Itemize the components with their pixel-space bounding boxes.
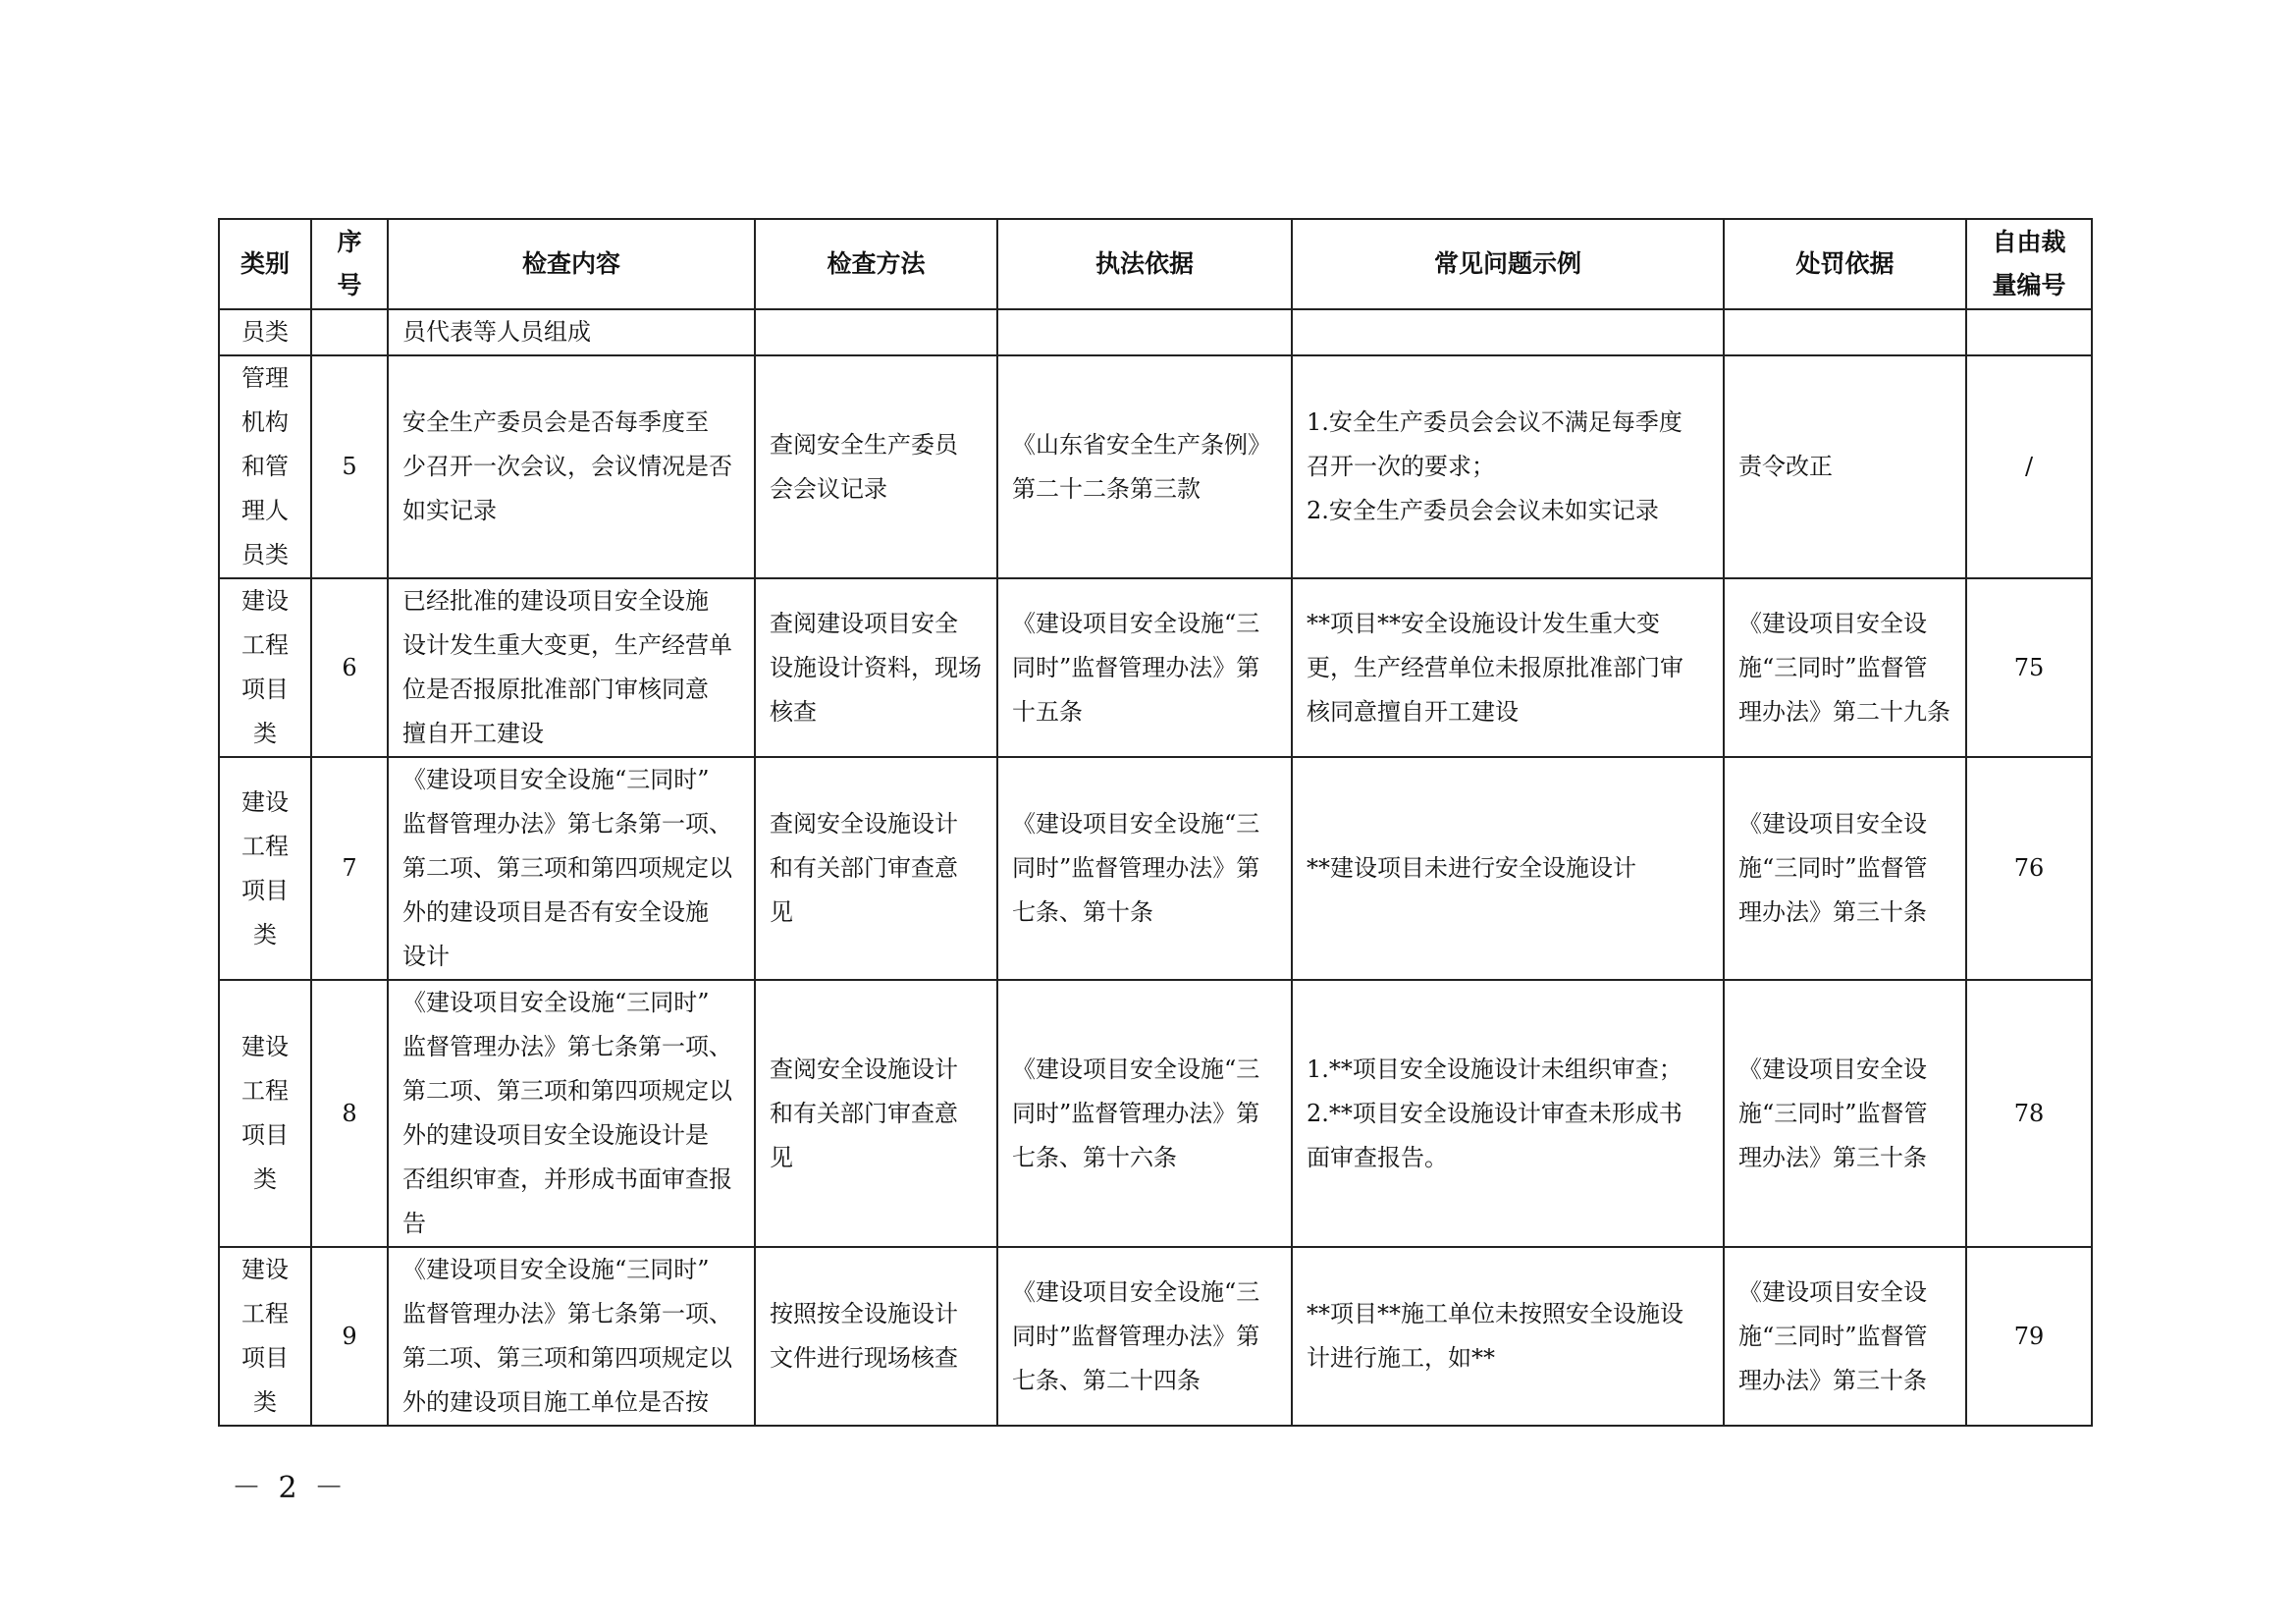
cell-code xyxy=(1966,309,2092,355)
cell-penalty: 责令改正 xyxy=(1724,355,1966,578)
cell-basis: 《建设项目安全设施“三 同时”监督管理办法》第 七条、第二十四条 xyxy=(997,1247,1292,1426)
cell-method: 查阅安全设施设计 和有关部门审查意 见 xyxy=(755,757,997,980)
cell-basis: 《建设项目安全设施“三 同时”监督管理办法》第 十五条 xyxy=(997,578,1292,757)
cell-method: 查阅安全设施设计 和有关部门审查意 见 xyxy=(755,980,997,1247)
cell-number: 7 xyxy=(311,757,388,980)
header-basis: 执法依据 xyxy=(997,219,1292,309)
cell-content: 员代表等人员组成 xyxy=(388,309,755,355)
header-penalty: 处罚依据 xyxy=(1724,219,1966,309)
header-number: 序 号 xyxy=(311,219,388,309)
cell-issues: 1.安全生产委员会会议不满足每季度 召开一次的要求； 2.安全生产委员会会议未如实记录 xyxy=(1292,355,1724,578)
cell-category: 建设 工程 项目 类 xyxy=(219,980,311,1247)
cell-category: 建设 工程 项目 类 xyxy=(219,578,311,757)
cell-basis: 《建设项目安全设施“三 同时”监督管理办法》第 七条、第十条 xyxy=(997,757,1292,980)
cell-number: 6 xyxy=(311,578,388,757)
cell-number xyxy=(311,309,388,355)
page-number: － 2 － xyxy=(232,1471,348,1505)
header-code: 自由裁 量编号 xyxy=(1966,219,2092,309)
cell-number: 5 xyxy=(311,355,388,578)
cell-category: 建设 工程 项目 类 xyxy=(219,1247,311,1426)
cell-code: 76 xyxy=(1966,757,2092,980)
cell-basis xyxy=(997,309,1292,355)
table-row xyxy=(219,980,2092,1247)
table-row xyxy=(219,355,2092,578)
cell-code: / xyxy=(1966,355,2092,578)
cell-issues: 1.**项目安全设施设计未组织审查； 2.**项目安全设施设计审查未形成书 面审查报告。 xyxy=(1292,980,1724,1247)
cell-code: 75 xyxy=(1966,578,2092,757)
cell-issues: **项目**施工单位未按照安全设施设 计进行施工，如** xyxy=(1292,1247,1724,1426)
header-category: 类别 xyxy=(219,219,311,309)
cell-issues xyxy=(1292,309,1724,355)
cell-code: 78 xyxy=(1966,980,2092,1247)
cell-content: 《建设项目安全设施“三同时” 监督管理办法》第七条第一项、 第二项、第三项和第四项规定以 外的建设项目施工单位是否按 xyxy=(388,1247,755,1426)
cell-issues: **建设项目未进行安全设施设计 xyxy=(1292,757,1724,980)
cell-category: 管理 机构 和管 理人 员类 xyxy=(219,355,311,578)
cell-penalty xyxy=(1724,309,1966,355)
table-row xyxy=(219,757,2092,980)
cell-issues: **项目**安全设施设计发生重大变 更，生产经营单位未报原批准部门审 核同意擅自开工建设 xyxy=(1292,578,1724,757)
cell-code: 79 xyxy=(1966,1247,2092,1426)
cell-penalty: 《建设项目安全设 施“三同时”监督管 理办法》第三十条 xyxy=(1724,757,1966,980)
cell-penalty: 《建设项目安全设 施“三同时”监督管 理办法》第三十条 xyxy=(1724,980,1966,1247)
cell-content: 《建设项目安全设施“三同时” 监督管理办法》第七条第一项、 第二项、第三项和第四项规定以 外的建设项目安全设施设计是 否组织审查，并形成书面审查报 告 xyxy=(388,980,755,1247)
cell-number: 8 xyxy=(311,980,388,1247)
cell-content: 《建设项目安全设施“三同时” 监督管理办法》第七条第一项、 第二项、第三项和第四项规定以 外的建设项目是否有安全设施 设计 xyxy=(388,757,755,980)
cell-content: 已经批准的建设项目安全设施 设计发生重大变更，生产经营单 位是否报原批准部门审核同意 擅自开工建设 xyxy=(388,578,755,757)
inspection-table xyxy=(218,218,2093,1427)
header-method: 检查方法 xyxy=(755,219,997,309)
cell-content: 安全生产委员会是否每季度至 少召开一次会议，会议情况是否 如实记录 xyxy=(388,355,755,578)
table-row xyxy=(219,1247,2092,1426)
table-row xyxy=(219,309,2092,355)
header-content: 检查内容 xyxy=(388,219,755,309)
cell-penalty: 《建设项目安全设 施“三同时”监督管 理办法》第三十条 xyxy=(1724,1247,1966,1426)
cell-method xyxy=(755,309,997,355)
cell-basis: 《山东省安全生产条例》 第二十二条第三款 xyxy=(997,355,1292,578)
cell-method: 查阅建设项目安全 设施设计资料，现场 核查 xyxy=(755,578,997,757)
cell-category: 建设 工程 项目 类 xyxy=(219,757,311,980)
cell-method: 查阅安全生产委员 会会议记录 xyxy=(755,355,997,578)
table-row xyxy=(219,578,2092,757)
header-issues: 常见问题示例 xyxy=(1292,219,1724,309)
cell-category: 员类 xyxy=(219,309,311,355)
table-header-row xyxy=(219,219,2092,309)
cell-method: 按照按全设施设计 文件进行现场核查 xyxy=(755,1247,997,1426)
cell-penalty: 《建设项目安全设 施“三同时”监督管 理办法》第二十九条 xyxy=(1724,578,1966,757)
cell-basis: 《建设项目安全设施“三 同时”监督管理办法》第 七条、第十六条 xyxy=(997,980,1292,1247)
cell-number: 9 xyxy=(311,1247,388,1426)
